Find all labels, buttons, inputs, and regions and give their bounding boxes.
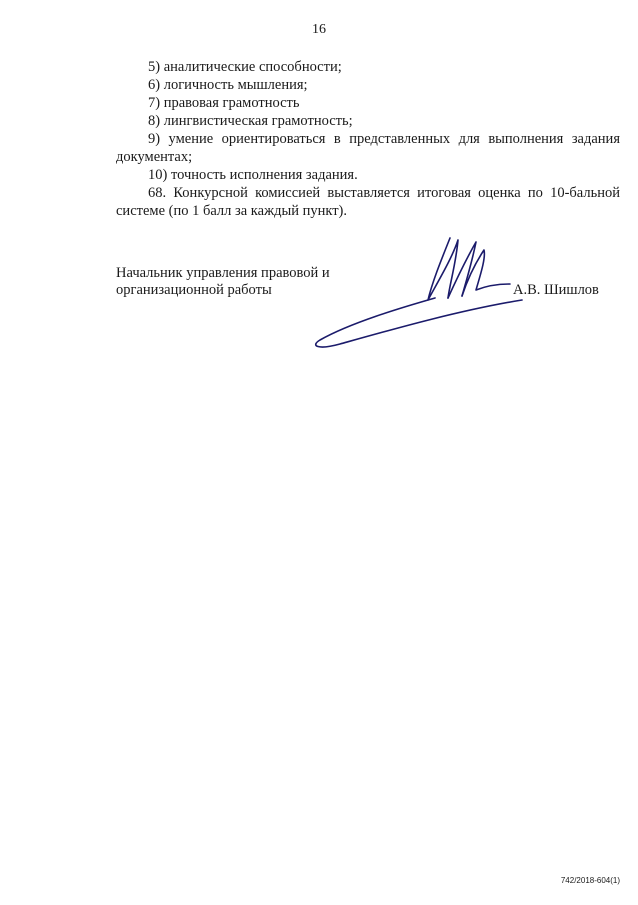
list-item: 10) точность исполнения задания. bbox=[148, 167, 358, 183]
list-item: 6) логичность мышления; bbox=[148, 77, 308, 93]
signer-position bbox=[116, 265, 330, 299]
position-line-2: организационной работы bbox=[116, 282, 272, 298]
paragraph-68: 68. Конкурсной комиссией выставляется итоговая оценка по 10-бальной системе (по 1 балл за каждый пункт). bbox=[116, 185, 620, 219]
list-item: 8) лингвистическая грамотность; bbox=[148, 113, 353, 129]
list-item: 7) правовая грамотность bbox=[148, 95, 300, 111]
list-item: 5) аналитические способности; bbox=[148, 59, 342, 75]
list-item: 9) умение ориентироваться в представленных для выполнения задания документах; bbox=[116, 131, 620, 165]
position-line-1: Начальник управления правовой и bbox=[116, 265, 330, 281]
document-body bbox=[116, 58, 620, 220]
signer-name: А.В. Шишлов bbox=[513, 282, 599, 298]
handwritten-signature-icon bbox=[300, 228, 540, 358]
document-code: 742/2018-604(1) bbox=[560, 876, 620, 885]
page-number: 16 bbox=[312, 22, 326, 37]
